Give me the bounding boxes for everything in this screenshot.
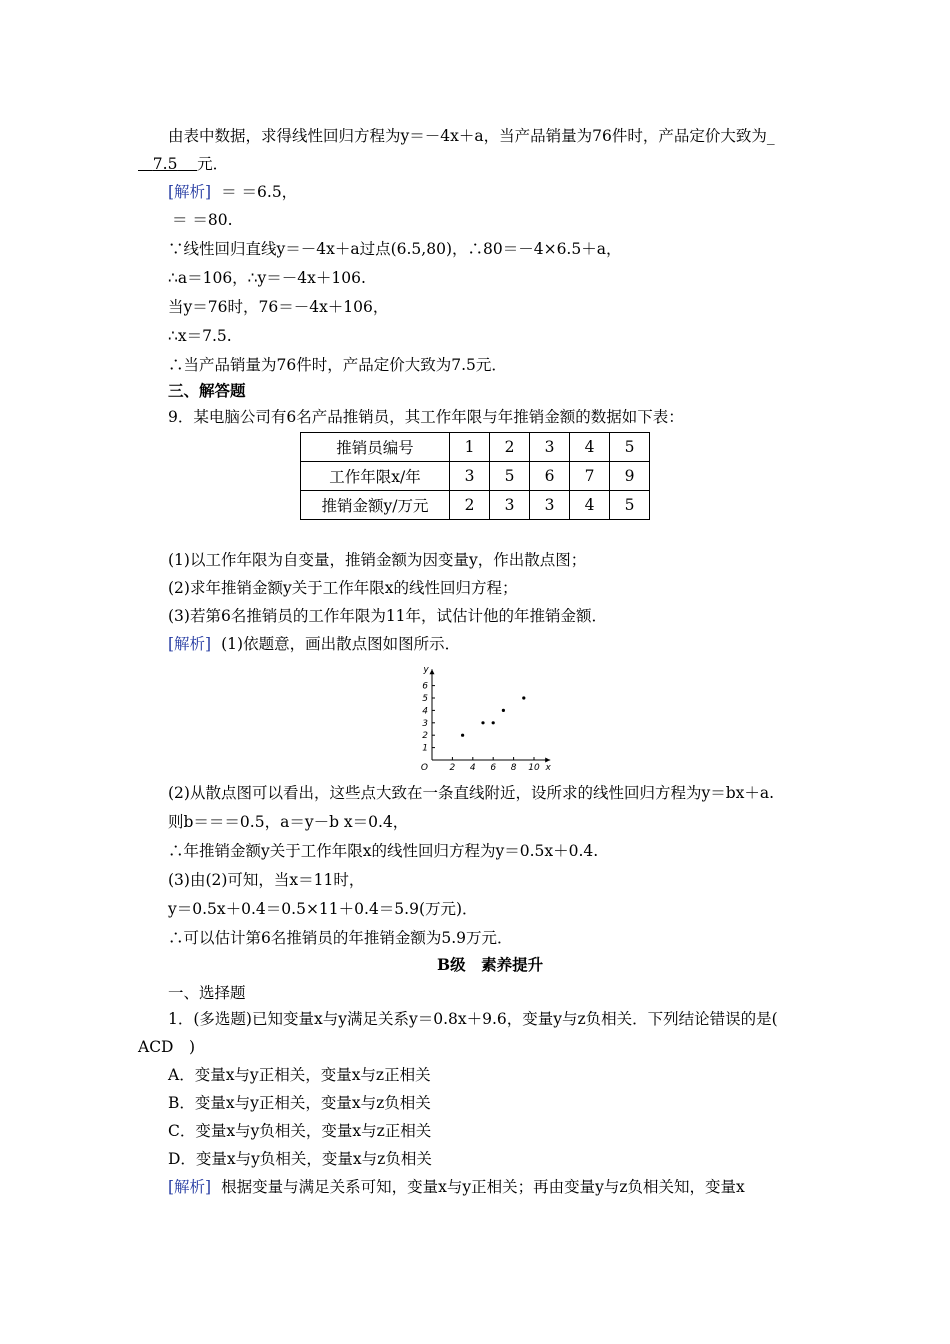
table-cell: 3 — [490, 491, 530, 520]
table-cell: 工作年限x/年 — [301, 462, 450, 491]
analysis-tag: [解析] — [168, 1178, 212, 1196]
text-span: (1)依题意，画出散点图如图所示． — [221, 635, 461, 653]
text-line: ∵线性回归直线y＝－4x＋a过点(6.5,80)，∴80＝－4×6.5＋a， — [168, 240, 622, 258]
answer-value: 7.5 — [152, 155, 178, 173]
analysis-tag: [解析] — [168, 635, 212, 653]
text-line — [168, 1177, 745, 1197]
x-tick-label: 4 — [469, 763, 476, 773]
answer-text: ACD ) — [138, 1038, 196, 1056]
table-cell: 3 — [530, 491, 570, 520]
y-tick-label: 2 — [422, 731, 428, 742]
text-span: 元． — [197, 155, 229, 173]
y-tick-label: 6 — [422, 681, 428, 692]
text-line: y＝0.5x＋0.4＝0.5×11＋0.4＝5.9(万元)． — [168, 900, 478, 918]
y-tick-label: 5 — [422, 694, 428, 704]
section-heading: 三、解答题 — [168, 381, 246, 400]
table-cell: 5 — [610, 491, 650, 520]
question-text: 9．某电脑公司有6名产品推销员，其工作年限与年推销金额的数据如下表： — [168, 408, 684, 426]
x-tick-label: 10 — [528, 763, 540, 773]
x-tick-label: 6 — [490, 763, 497, 773]
data-point — [492, 721, 495, 724]
option-d: D．变量x与y负相关，变量x与z负相关 — [168, 1150, 432, 1168]
y-axis-arrow — [430, 669, 435, 674]
table-cell: 4 — [570, 433, 610, 462]
text-line: (2)求年推销金额y关于工作年限x的线性回归方程； — [168, 579, 518, 597]
text-line: (3)由(2)可知，当x＝11时， — [168, 871, 365, 889]
analysis-tag: [解析] — [168, 183, 212, 201]
scatter-plot — [418, 664, 568, 774]
table-row — [301, 491, 650, 520]
text-line — [168, 634, 460, 654]
table-cell: 3 — [450, 462, 490, 491]
table-cell: 推销员编号 — [301, 433, 450, 462]
text-line: ∴年推销金额y关于工作年限x的线性回归方程为y＝0.5x＋0.4. — [168, 842, 599, 860]
table-row — [301, 433, 650, 462]
y-tick-label: 1 — [422, 743, 428, 754]
y-axis-label: y — [423, 665, 429, 676]
text-line: ∴a＝106，∴y＝－4x＋106. — [168, 269, 366, 287]
table-cell: 6 — [530, 462, 570, 491]
answer-blank — [138, 155, 197, 173]
question-text: 1．(多选题)已知变量x与y满足关系y＝0.8x＋9.6，变量y与z负相关．下列结论错误的是( — [168, 1010, 778, 1028]
table-cell: 2 — [450, 491, 490, 520]
table-cell: 7 — [570, 462, 610, 491]
text-span: 根据变量与满足关系可知，变量x与y正相关；再由变量y与z负相关知，变量x — [221, 1178, 745, 1196]
text-line: 当y＝76时，76＝－4x＋106， — [168, 298, 389, 316]
data-table — [300, 432, 650, 520]
data-point — [481, 721, 484, 724]
text-line: (3)若第6名推销员的工作年限为11年，试估计他的年推销金额． — [168, 607, 608, 625]
y-tick-label: 4 — [422, 706, 428, 717]
table-cell: 5 — [490, 462, 530, 491]
table-cell: 2 — [490, 433, 530, 462]
text-line: (2)从散点图可以看出，这些点大致在一条直线附近，设所求的线性回归方程为y＝bx＋a. — [168, 784, 775, 802]
table-cell: 推销金额y/万元 — [301, 491, 450, 520]
text-line: 则b＝＝＝0.5，a＝y－b x＝0.4， — [168, 813, 409, 831]
option-b: B．变量x与y正相关，变量x与z负相关 — [168, 1094, 431, 1112]
table-cell: 3 — [530, 433, 570, 462]
option-a: A．变量x与y正相关，变量x与z正相关 — [168, 1066, 431, 1084]
y-tick-label: 3 — [422, 718, 428, 729]
x-tick-label: 2 — [449, 763, 456, 773]
text-line: ＝ ＝80. — [172, 211, 233, 229]
table-cell: 5 — [610, 433, 650, 462]
x-axis-arrow — [545, 758, 550, 763]
origin-label: O — [420, 763, 428, 773]
text-line — [168, 182, 297, 202]
x-axis-label: x — [545, 763, 551, 773]
text-span: ＝ ＝6.5， — [221, 183, 298, 201]
level-heading: B级 素养提升 — [437, 955, 544, 974]
text-line: ∴x＝7.5. — [168, 327, 232, 345]
data-point — [502, 709, 505, 712]
table-cell: 1 — [450, 433, 490, 462]
data-point — [461, 734, 464, 737]
text-line: 由表中数据，求得线性回归方程为y＝－4x＋a，当产品销量为76件时，产品定价大致为_ — [168, 127, 775, 145]
data-point — [522, 696, 525, 699]
option-c: C．变量x与y负相关，变量x与z正相关 — [168, 1122, 432, 1140]
table-cell: 9 — [610, 462, 650, 491]
text-line: (1)以工作年限为自变量，推销金额为因变量y，作出散点图； — [168, 551, 587, 569]
section-heading: 一、选择题 — [168, 984, 246, 1002]
text-line: ∴当产品销量为76件时，产品定价大致为7.5元． — [168, 356, 507, 374]
table-cell: 4 — [570, 491, 610, 520]
table-row — [301, 462, 650, 491]
x-tick-label: 8 — [510, 763, 517, 773]
text-line — [138, 154, 228, 174]
text-line: ∴可以估计第6名推销员的年推销金额为5.9万元． — [168, 929, 513, 947]
